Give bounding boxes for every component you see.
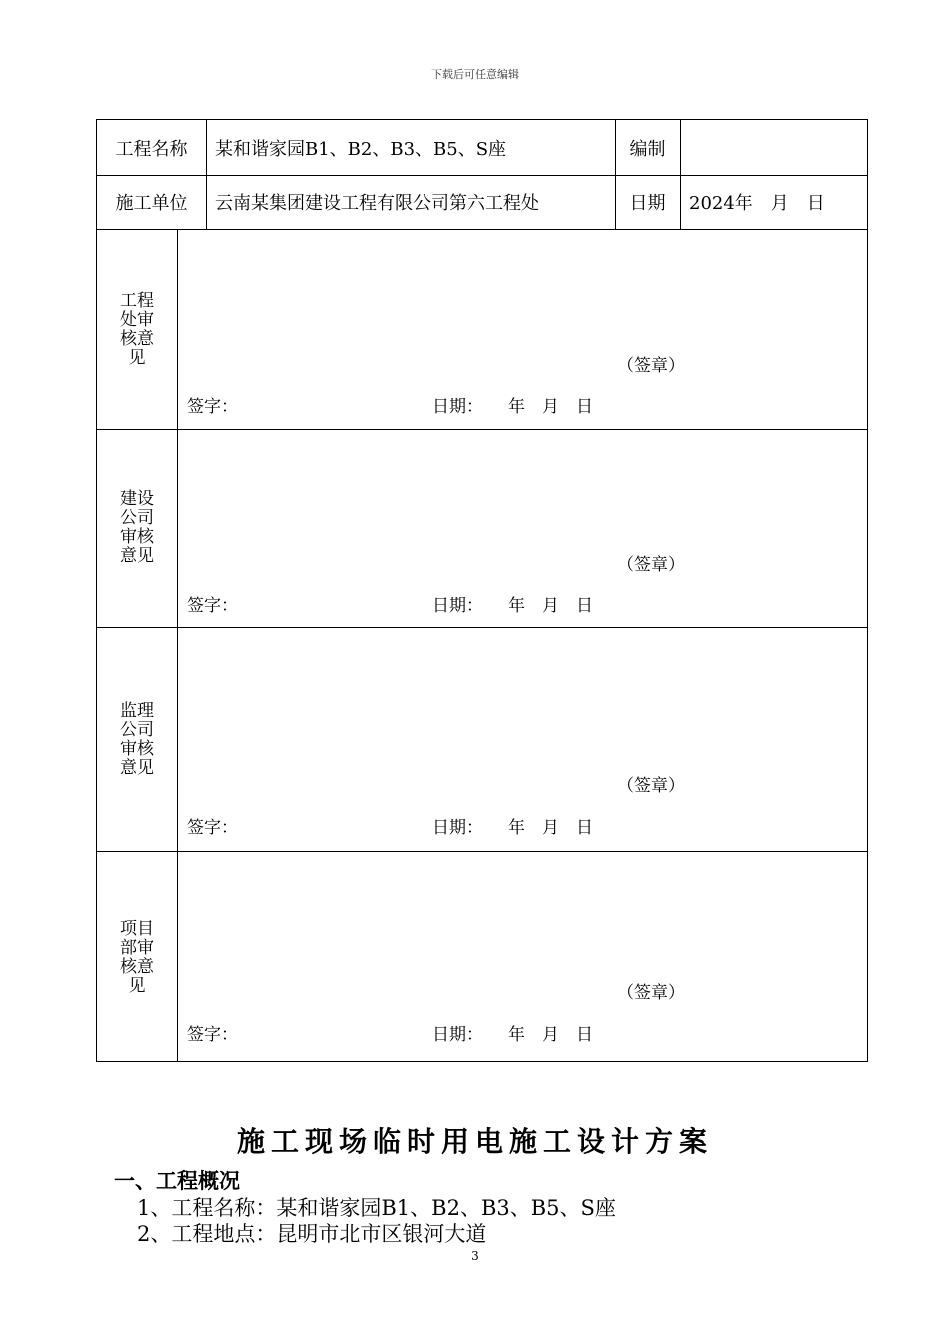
page-number: 3 [471, 1249, 479, 1263]
seal-text: （签章） [617, 356, 685, 376]
section-label: 工程 处审 核意 见 [120, 291, 154, 368]
date-label: 日期 [629, 193, 666, 214]
date-ymd: 年 月 日 [508, 397, 593, 417]
document-title: 施工现场临时用电施工设计方案 [236, 1125, 713, 1158]
date-ymd: 年 月 日 [508, 1025, 593, 1045]
contractor-value: 云南某集团建设工程有限公司第六工程处 [215, 193, 539, 214]
seal-text: （签章） [617, 776, 685, 796]
signature-label: 签字： [187, 818, 238, 838]
project-name-label: 工程名称 [115, 138, 188, 160]
date-label: 日期： [432, 1025, 483, 1045]
date-label: 日期： [432, 397, 483, 417]
signature-label: 签字： [187, 596, 238, 616]
row-divider [97, 851, 867, 852]
project-name-value: 某和谐家园B1、B2、B3、B5、S座 [215, 138, 507, 160]
date-label: 日期： [432, 818, 483, 838]
approval-form [96, 119, 868, 1062]
section-label: 项目 部审 核意 见 [120, 919, 154, 996]
date-ymd: 年 月 日 [508, 818, 593, 838]
seal-text: （签章） [617, 983, 685, 1003]
col-divider [680, 120, 681, 229]
editor-label: 编制 [629, 138, 666, 160]
signature-label: 签字： [187, 1025, 238, 1045]
seal-text: （签章） [617, 555, 685, 575]
col-divider [206, 120, 207, 229]
date-ymd: 年 月 日 [508, 596, 593, 616]
section-label: 监理 公司 审核 意见 [120, 701, 154, 778]
row-divider [97, 627, 867, 628]
section-label: 建设 公司 审核 意见 [120, 489, 154, 566]
date-value: 2024年 月 日 [689, 193, 825, 214]
header-note: 下载后可任意编辑 [431, 68, 519, 81]
section-heading: 一、工程概况 [114, 1169, 240, 1193]
editor-value [689, 120, 869, 175]
overview-item: 1、工程名称：某和谐家园B1、B2、B3、B5、S座 [137, 1196, 616, 1220]
signature-label: 签字： [187, 397, 238, 417]
date-label: 日期： [432, 596, 483, 616]
col-divider [177, 229, 178, 1062]
row-divider [97, 229, 867, 230]
overview-item: 2、工程地点：昆明市北市区银河大道 [137, 1222, 487, 1246]
row-divider [97, 429, 867, 430]
contractor-label: 施工单位 [115, 193, 188, 214]
